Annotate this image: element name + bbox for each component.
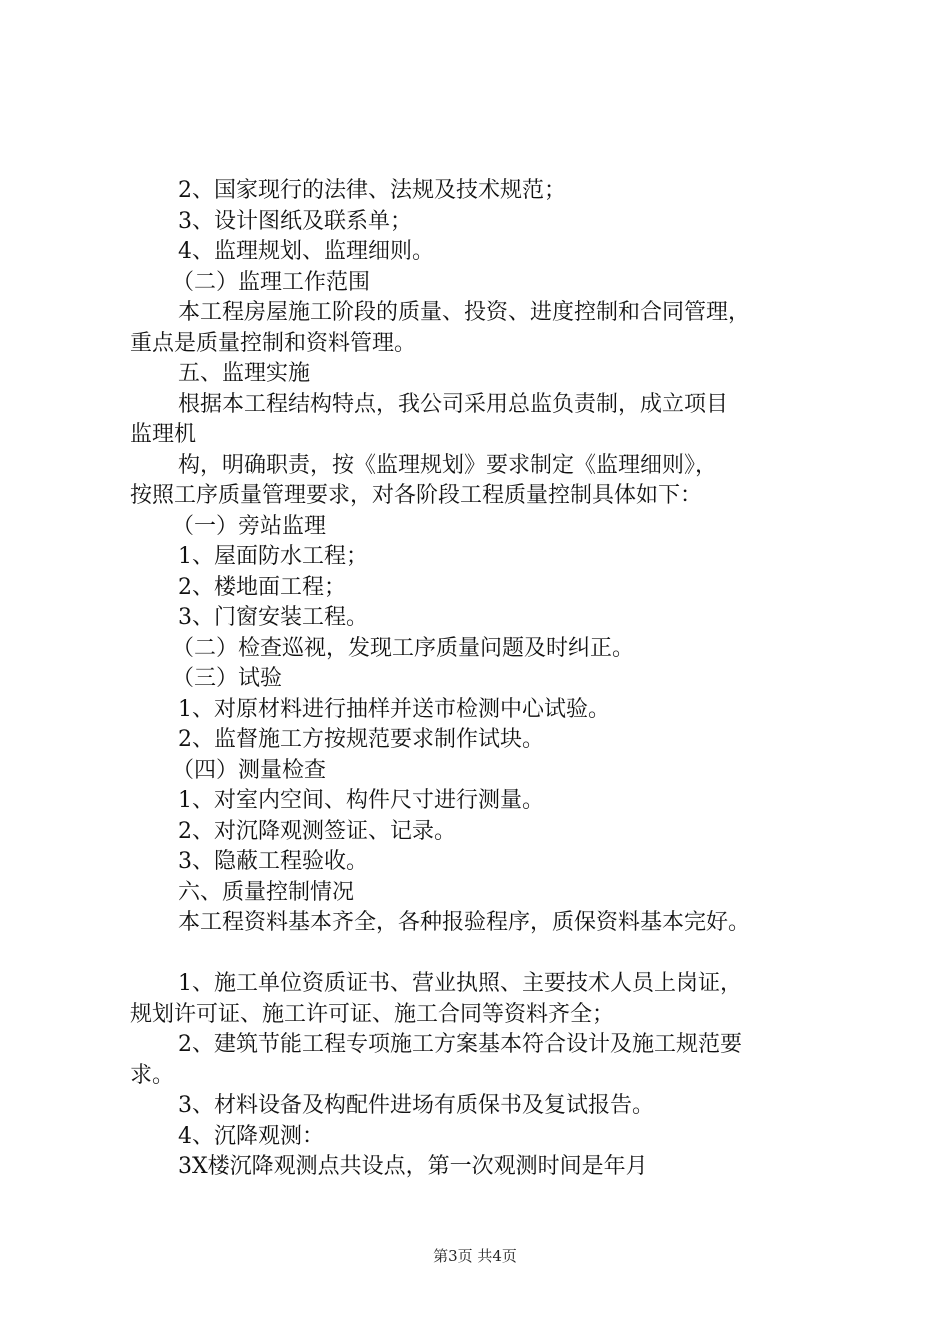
list-item: 1、对原材料进行抽样并送市检测中心试验。 <box>178 696 610 722</box>
section-heading: （四）测量检查 <box>172 757 327 783</box>
list-item: 1、施工单位资质证书、营业执照、主要技术人员上岗证， <box>178 971 742 996</box>
text-line: 监理机 <box>130 422 197 447</box>
text-line: 重点是质量控制和资料管理。 <box>130 330 417 356</box>
list-item: 1、对室内空间、构件尺寸进行测量。 <box>178 788 544 813</box>
section-heading: （二）检查巡视，发现工序质量问题及时纠正。 <box>172 635 635 661</box>
text-line: 规划许可证、施工许可证、施工合同等资料齐全； <box>130 1001 615 1027</box>
list-item: 2、对沉降观测签证、记录。 <box>178 818 456 844</box>
list-item: 4、沉降观测： <box>178 1123 324 1149</box>
list-item: 2、监督施工方按规范要求制作试块。 <box>178 727 544 752</box>
text-line: 4、监理规划、监理细则。 <box>178 239 434 264</box>
list-item: 3、门窗安装工程。 <box>178 605 368 630</box>
section-heading: （一）旁站监理 <box>172 513 327 539</box>
list-item: 3、材料设备及构配件进场有质保书及复试报告。 <box>178 1093 654 1118</box>
section-heading: 六、质量控制情况 <box>178 879 355 905</box>
text-line: 本工程资料基本齐全，各种报验程序，质保资料基本完好。 <box>178 910 751 935</box>
document-body <box>130 176 860 1183</box>
text-line: 3X楼沉降观测点共设点，第一次观测时间是年月 <box>178 1154 648 1179</box>
text-line: 2、国家现行的法律、法规及技术规范； <box>178 178 566 203</box>
section-heading: （三）试验 <box>172 666 283 691</box>
text-line: 求。 <box>130 1062 175 1088</box>
text-line: 按照工序质量管理要求，对各阶段工程质量控制具体如下： <box>130 483 703 508</box>
page-footer: 第3页 共4页 <box>433 1247 517 1265</box>
text-line: 根据本工程结构特点，我公司采用总监负责制，成立项目 <box>178 391 729 417</box>
text-line: 本工程房屋施工阶段的质量、投资、进度控制和合同管理， <box>178 300 751 325</box>
text-line: 3、设计图纸及联系单； <box>178 208 412 234</box>
blank-line <box>130 939 860 970</box>
list-item: 1、屋面防水工程； <box>178 544 368 569</box>
section-heading: 五、监理实施 <box>178 361 311 386</box>
text-line: 构，明确职责，按《监理规划》要求制定《监理细则》， <box>178 452 718 478</box>
list-item: 2、楼地面工程； <box>178 574 346 600</box>
section-heading: （二）监理工作范围 <box>172 269 371 295</box>
list-item: 2、建筑节能工程专项施工方案基本符合设计及施工规范要 <box>178 1032 742 1057</box>
list-item: 3、隐蔽工程验收。 <box>178 849 368 874</box>
